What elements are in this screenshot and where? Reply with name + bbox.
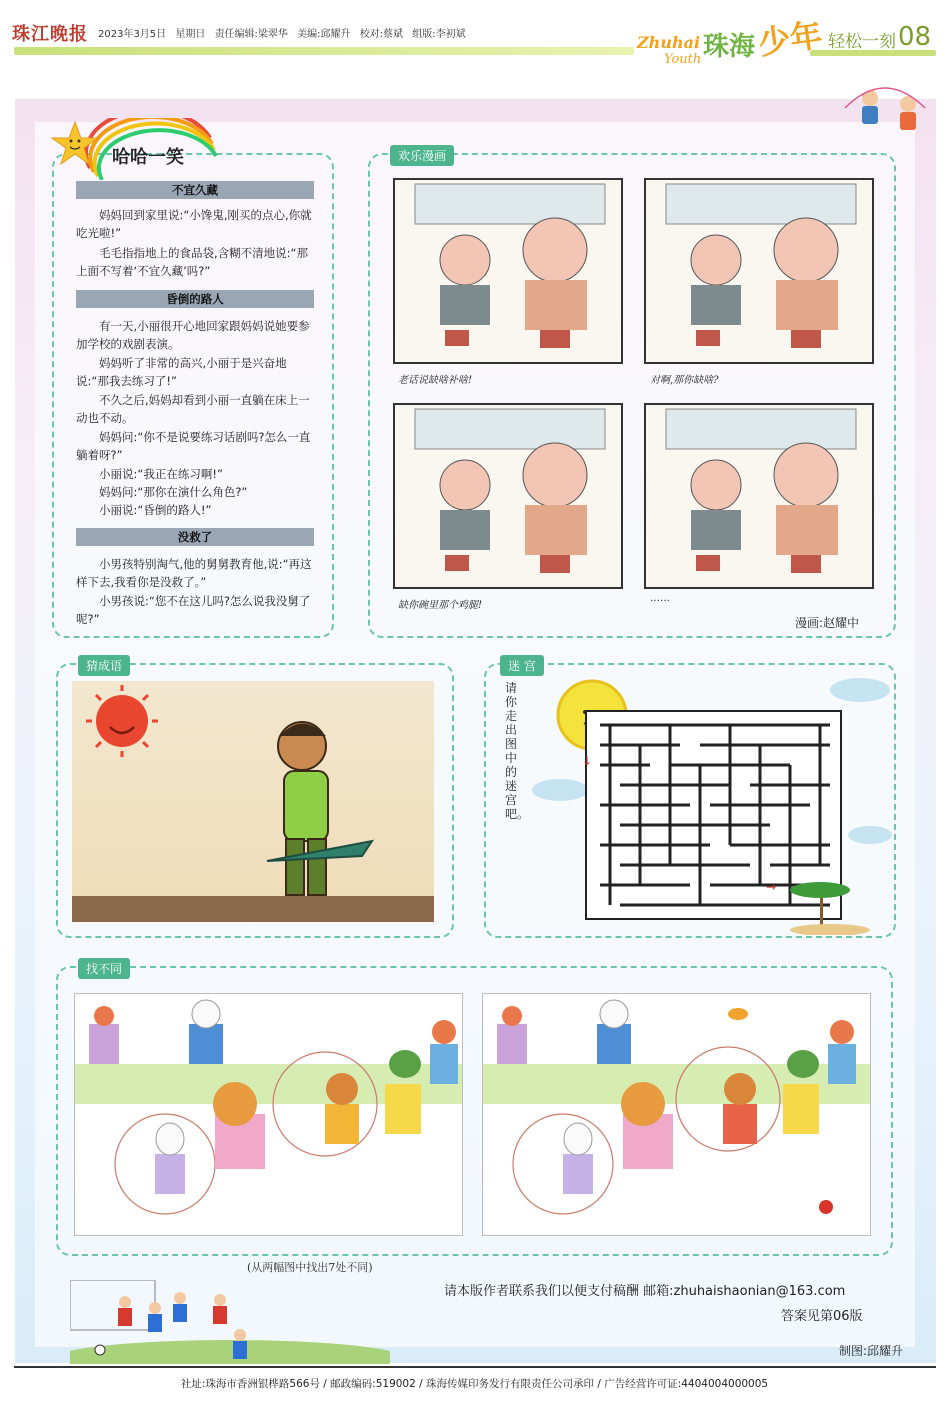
comic-panel-3 xyxy=(393,403,623,589)
brand-chinese-2: 少年 xyxy=(755,15,825,63)
spot-diff-tag: 找不同 xyxy=(78,958,130,979)
spot-diff-picture-right xyxy=(482,993,871,1236)
old-couple-illustration xyxy=(646,405,874,589)
old-couple-illustration xyxy=(395,405,623,589)
comic-panel-2 xyxy=(644,178,874,364)
soccer-players-illustration xyxy=(70,1280,390,1364)
old-couple-illustration xyxy=(395,180,623,364)
comic-caption: 缺你碗里那个鸡腿! xyxy=(398,600,483,611)
spot-diff-picture-left xyxy=(74,993,463,1236)
old-couple-illustration xyxy=(646,180,874,364)
comic-tag: 欢乐漫画 xyxy=(390,145,454,166)
section-name: 轻松一刻 xyxy=(828,32,896,52)
animals-playing-illustration xyxy=(75,994,463,1236)
joke-paragraph: 小男孩特别淘气,他的舅舅教育他,说:“再这样下去,我看你是没救了。” xyxy=(76,557,312,590)
comic-caption: 老话说缺啥补啥! xyxy=(398,375,473,386)
comic-caption: …… xyxy=(650,593,670,604)
art-editor-credit: 美编:邱耀升 xyxy=(297,29,351,40)
proofreader-credit: 校对:蔡斌 xyxy=(359,29,404,40)
contact-line: 请本版作者联系我们以便支付稿酬 邮箱:zhuhaishaonian@163.com xyxy=(444,1284,846,1299)
editor-credit: 责任编辑:梁翠华 xyxy=(214,29,288,40)
page-credit: 制图:邱耀升 xyxy=(839,1344,904,1358)
brand-english-1: Zhuhai xyxy=(637,33,701,52)
footer-divider xyxy=(14,1366,936,1368)
joke-paragraph: 妈妈回到家里说:“小馋鬼,刚买的点心,你就吃光啦!” xyxy=(76,208,312,241)
jokes-title: 哈哈一笑 xyxy=(112,147,184,168)
joke-paragraph: 妈妈问:“那你在演什么角色?” xyxy=(99,485,248,499)
joke-paragraph: 小男孩说:“您不在这儿吗?怎么说我没舅了呢?” xyxy=(76,594,311,627)
answer-reference: 答案见第06版 xyxy=(781,1309,863,1324)
layout-credit: 组版:李初斌 xyxy=(412,29,466,40)
joke-paragraph: 不久之后,妈妈却看到小丽一直躺在床上一动也不动。 xyxy=(76,393,310,426)
boy-umbrella-sun-illustration xyxy=(72,681,434,922)
footer-info: 社址:珠海市香洲银桦路566号 / 邮政编码:519002 / 珠海传媒印务发行有限责任公司承印 / 广告经营许可证:4404004000005 xyxy=(180,1378,769,1390)
page-number: 08 xyxy=(898,22,932,52)
joke-paragraph: 小丽说:“我正在练习啊!” xyxy=(99,467,223,481)
issue-meta xyxy=(98,25,472,40)
joke-heading: 不宜久藏 xyxy=(76,181,314,199)
comic-caption: 对啊,那你缺啥? xyxy=(650,375,719,386)
masthead: 珠江晚报 xyxy=(12,24,88,45)
svg-text:↓: ↓ xyxy=(582,754,593,768)
joke-paragraph: 小丽说:“昏倒的路人!” xyxy=(99,503,212,517)
comic-panel-1 xyxy=(393,178,623,364)
header-divider xyxy=(14,47,634,55)
kids-jumping-illustration xyxy=(840,78,930,143)
joke-paragraph: 有一天,小丽很开心地回家跟妈妈说她要参加学校的戏剧表演。 xyxy=(76,319,310,352)
idiom-picture xyxy=(72,681,434,922)
maze-instruction: 请你走出图中的迷宫吧。 xyxy=(505,681,530,821)
joke-paragraph: 妈妈问:“你不是说要练习话剧吗?怎么一直躺着呀?” xyxy=(76,430,311,463)
comic-panel-4 xyxy=(644,403,874,589)
joke-paragraph: 毛毛指指地上的食品袋,含糊不清地说:“那上面不写着‘不宜久藏’吗?” xyxy=(76,246,308,279)
brand-english-2: Youth xyxy=(664,52,702,67)
joke-heading: 昏倒的路人 xyxy=(76,290,314,308)
maze-illustration xyxy=(530,665,895,935)
comic-credit: 漫画:赵耀中 xyxy=(795,616,860,630)
idiom-tag: 猜成语 xyxy=(78,655,130,676)
maze-tag: 迷 宫 xyxy=(500,655,544,676)
joke-paragraph: 妈妈听了非常的高兴,小丽于是兴奋地说:“那我去练习了!” xyxy=(76,356,287,389)
brand-chinese-1: 珠海 xyxy=(703,32,756,62)
issue-weekday: 星期日 xyxy=(175,29,206,40)
svg-text:→: → xyxy=(766,880,777,894)
joke-heading: 没救了 xyxy=(76,528,314,546)
spot-diff-hint: (从两幅图中找出7处不同) xyxy=(247,1261,373,1274)
animals-playing-illustration xyxy=(483,994,871,1236)
issue-date: 2023年3月5日 xyxy=(98,29,167,40)
